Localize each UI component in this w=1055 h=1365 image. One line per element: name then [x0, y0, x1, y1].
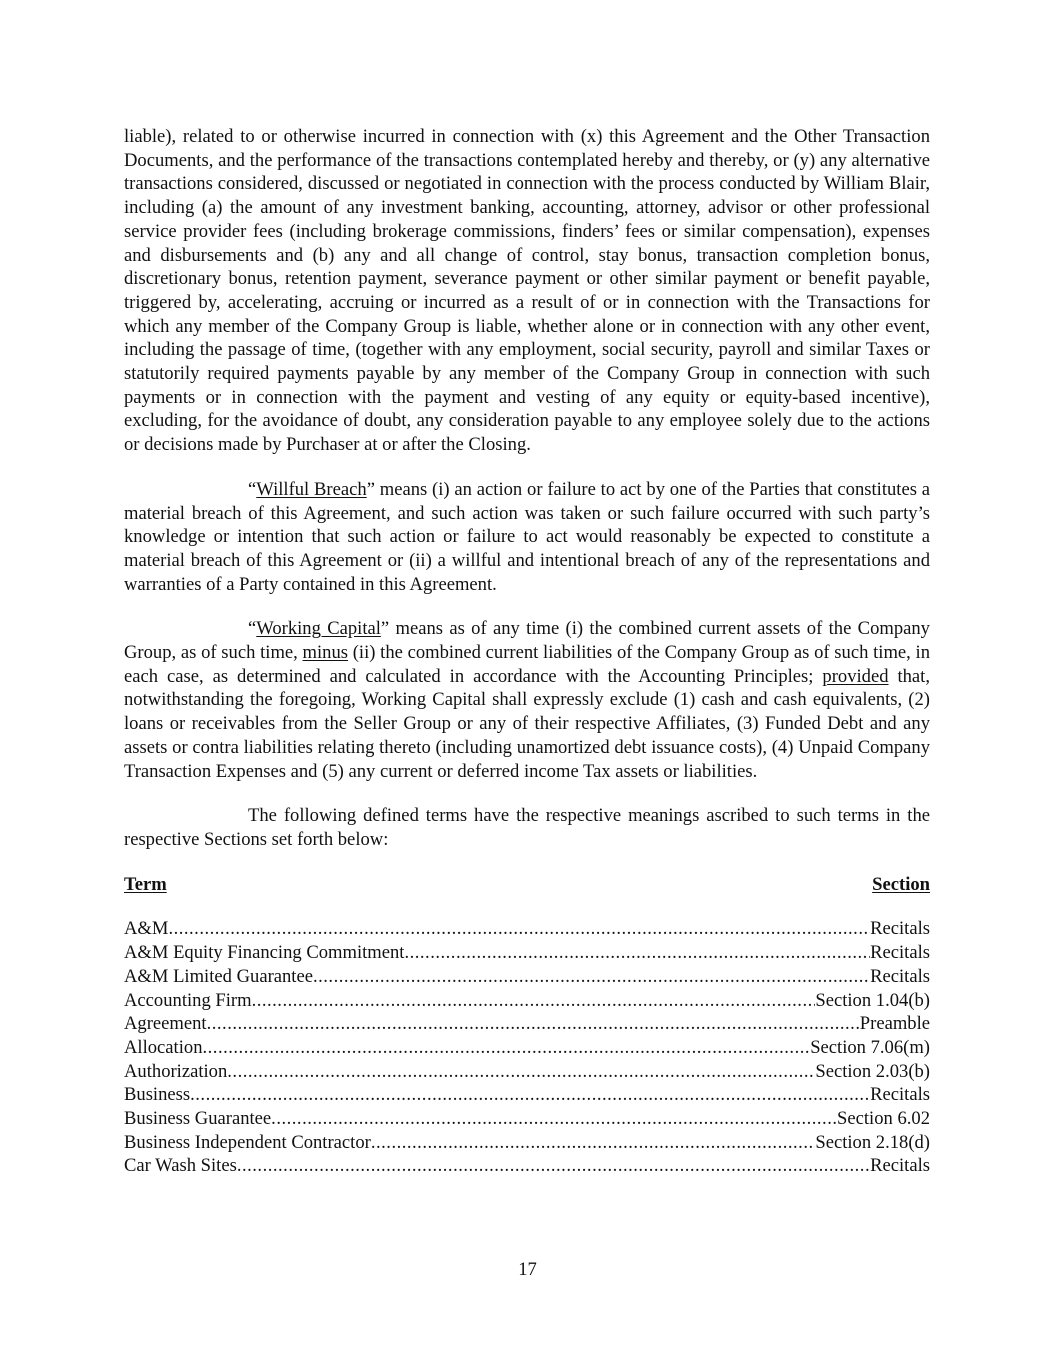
- term-name: A&M Limited Guarantee: [124, 965, 313, 987]
- term-section: Recitals: [870, 942, 930, 964]
- terms-index: [124, 917, 930, 1178]
- leader-dots: [252, 989, 816, 1013]
- term-name: Agreement: [124, 1013, 207, 1035]
- leader-dots: [271, 1107, 837, 1131]
- term-name: Authorization: [124, 1060, 228, 1082]
- term-section: Recitals: [870, 1155, 930, 1177]
- leader-dots: [207, 1012, 860, 1036]
- term-row: [124, 1036, 930, 1060]
- leader-dots: [203, 1036, 811, 1060]
- defined-term-working-capital: Working Capital: [256, 618, 381, 640]
- definition-body-part1: ” means as of any time (i) the combined current assets of the Company Group, as of such time,: [124, 618, 930, 664]
- term-section: Recitals: [870, 1084, 930, 1106]
- paragraph-transaction-expenses: liable), related to or otherwise incurred in connection with (x) this Agreement and the Other Transaction Documents, and the performance of the transactions contemplated hereby and thereby, or (y) any alternative transactions considered, discussed or negotiated in connection with the process conducted by William Blair, including (a) the amount of any investment banking, accounting, attorney, advisor or other professional service provider fees (including brokerage commissions, finders’ fees or similar compensation), expenses and disbursements and (b) any and all change of control, stay bonus, transaction completion bonus, discretionary bonus, retention payment, severance payment or other similar payment or benefit payable, triggered by, accelerating, accruing or incurred as a result of or in connection with the Transactions for which any member of the Company Group is liable, whether alone or in connection with any other event, including the passage of time, (together with any employment, social security, payroll and similar Taxes or statutorily required payments payable by any member of the Company Group in connection with such payments or in connection with the payment and vesting of any equity or equity-based incentive), excluding, for the avoidance of doubt, any consideration payable to any employee solely due to the actions or decisions made by Purchaser at or after the Closing.: [124, 126, 930, 456]
- terms-table-header: [124, 873, 930, 897]
- page-content: [124, 125, 930, 1178]
- leader-dots: [404, 941, 870, 965]
- header-term: Term: [124, 873, 167, 895]
- term-name: Business Independent Contractor: [124, 1131, 371, 1153]
- term-name: Business: [124, 1084, 191, 1106]
- leader-dots: [190, 1083, 870, 1107]
- definition-working-capital: [124, 617, 930, 783]
- term-section: Section 7.06(m): [810, 1036, 930, 1058]
- leader-dots: [371, 1131, 816, 1155]
- term-name: Business Guarantee: [124, 1108, 272, 1130]
- term-row: [124, 1107, 930, 1131]
- term-row: [124, 965, 930, 989]
- term-row: [124, 941, 930, 965]
- term-section: Preamble: [859, 1013, 930, 1035]
- open-quote: “: [248, 618, 257, 640]
- term-section: Section 2.03(b): [815, 1060, 930, 1082]
- term-row: [124, 917, 930, 941]
- term-row: [124, 1131, 930, 1155]
- emphasis-provided: provided: [822, 665, 889, 687]
- definition-body-part2: (ii) the combined current liabilities of the Company Group as of such time, in each case, as determined and calculated in accordance with the Accounting Principles;: [124, 642, 930, 687]
- term-row: [124, 1154, 930, 1178]
- definition-willful-breach: [124, 478, 930, 597]
- open-quote: “: [248, 478, 257, 500]
- term-section: Section 6.02: [837, 1108, 930, 1130]
- definition-body: ” means (i) an action or failure to act by one of the Parties that constitutes a material breach of this Agreement, and such action was taken or such failure occurred with such party’s knowledge or intention that such action or failure to act would reasonably be expected to constitute a material breach of this Agreement or (ii) a willful and intentional breach of any of the representations and warranties of a Party contained in this Agreement.: [124, 478, 930, 595]
- paragraph-following-terms: The following defined terms have the respective meanings ascribed to such terms in the respective Sections set forth below:: [124, 805, 930, 850]
- page-number: 17: [518, 1259, 537, 1280]
- defined-term-willful-breach: Willful Breach: [256, 478, 367, 500]
- term-name: A&M Equity Financing Commitment: [124, 942, 405, 964]
- emphasis-minus: minus: [302, 642, 349, 664]
- term-name: A&M: [124, 918, 169, 940]
- leader-dots: [237, 1154, 870, 1178]
- term-row: [124, 1083, 930, 1107]
- header-section: Section: [872, 873, 930, 895]
- term-name: Accounting Firm: [124, 989, 252, 1011]
- term-name: Car Wash Sites: [124, 1155, 237, 1177]
- leader-dots: [227, 1060, 815, 1084]
- term-row: [124, 1012, 930, 1036]
- definition-body-part3: that, notwithstanding the foregoing, Working Capital shall expressly exclude (1) cash and cash equivalents, (2) loans or receivables from the Seller Group or any of their respective Affiliates, (3) Funded Debt and any assets or contra liabilities relating thereto (including unamortized debt issuance costs), (4) Unpaid Company Transaction Expenses and (5) any current or deferred income Tax assets or liabilities.: [124, 665, 930, 782]
- leader-dots: [313, 965, 870, 989]
- term-section: Section 1.04(b): [815, 989, 930, 1011]
- term-section: Recitals: [870, 918, 930, 940]
- leader-dots: [168, 917, 870, 941]
- term-section: Recitals: [870, 965, 930, 987]
- term-section: Section 2.18(d): [815, 1131, 930, 1153]
- term-row: [124, 989, 930, 1013]
- term-name: Allocation: [124, 1036, 203, 1058]
- term-row: [124, 1060, 930, 1084]
